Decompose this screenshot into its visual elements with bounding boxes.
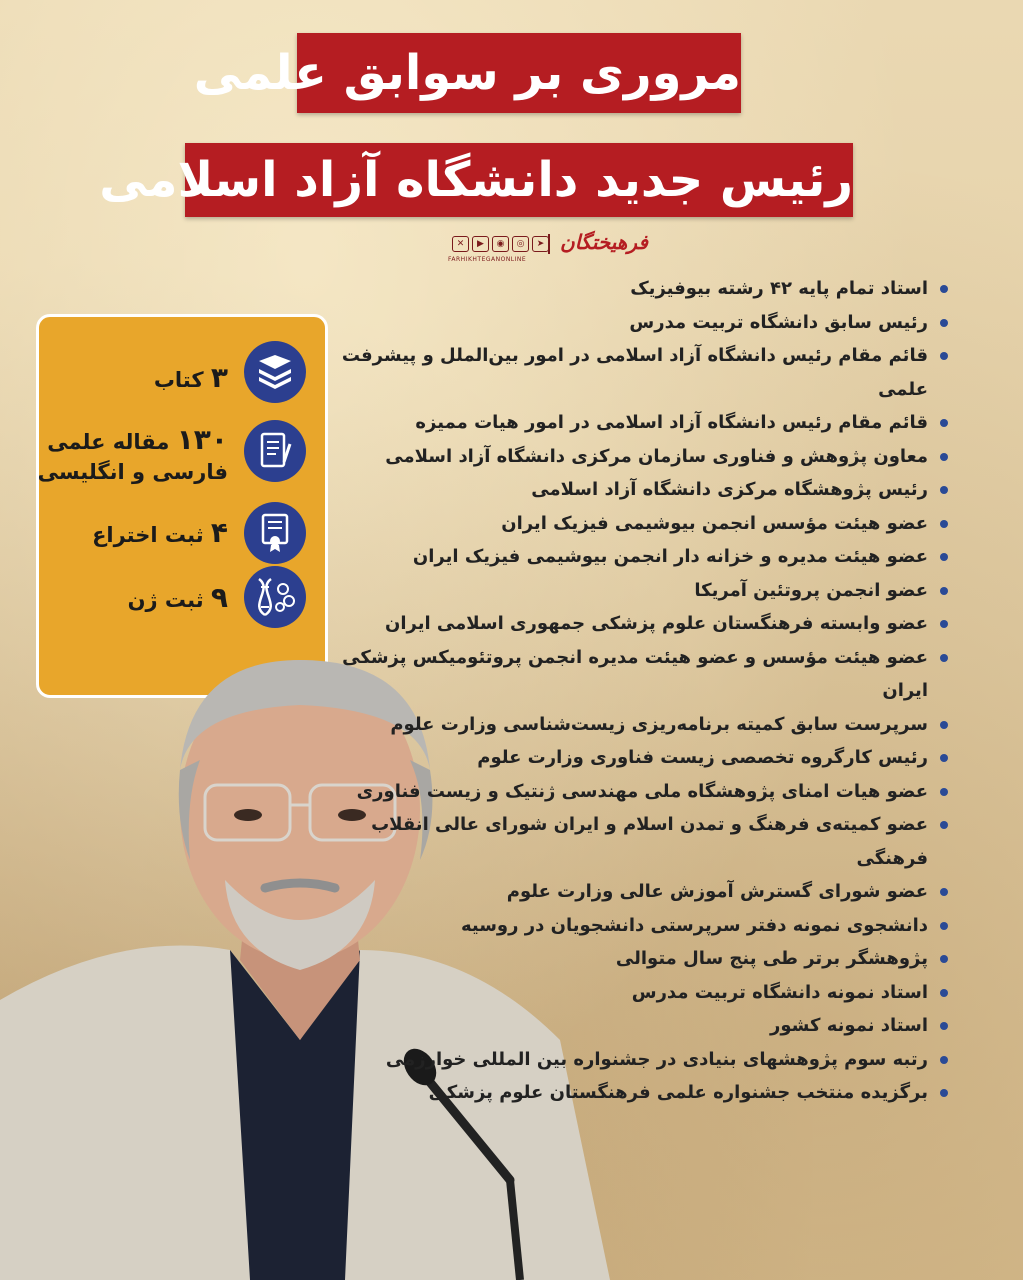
record-item: عضو هیئت مدیره و خزانه دار انجمن بیوشیمی فیزیک ایران <box>330 540 950 574</box>
record-item: برگزیده منتخب جشنواره علمی فرهنگستان علوم پزشکی <box>330 1076 950 1110</box>
record-item: عضو هیئت مؤسس و عضو هیئت مدیره انجمن پروتئومیکس پزشکی ایران <box>330 641 950 708</box>
record-item: استاد نمونه دانشگاه تربیت مدرس <box>330 976 950 1010</box>
record-item: معاون پژوهش و فناوری سازمان مرکزی دانشگاه آزاد اسلامی <box>330 440 950 474</box>
record-item: رتبه سوم پژوهشهای بنیادی در جشنواره بین المللی خوارزمی <box>330 1043 950 1077</box>
record-item: دانشجوی نمونه دفتر سرپرستی دانشجویان در روسیه <box>330 909 950 943</box>
stat-books <box>154 363 228 395</box>
record-item: رئیس سابق دانشگاه تربیت مدرس <box>330 306 950 340</box>
aparat-icon: ◉ <box>492 236 509 252</box>
article-icon <box>244 420 306 482</box>
brand-url: FARHIKHTEGANONLINE <box>448 256 527 263</box>
stat-patents-label: ثبت اختراع <box>92 523 204 547</box>
records-list <box>330 272 950 1110</box>
stat-genes-number: ۹ <box>210 581 228 614</box>
record-item: پژوهشگر برتر طی پنج سال متوالی <box>330 942 950 976</box>
record-item: رئیس پژوهشگاه مرکزی دانشگاه آزاد اسلامی <box>330 473 950 507</box>
stat-articles-label: مقاله علمی <box>47 430 170 454</box>
record-item: قائم مقام رئیس دانشگاه آزاد اسلامی در امور بین‌الملل و پیشرفت علمی <box>330 339 950 406</box>
stat-articles-sublabel: فارسی و انگلیسی <box>37 460 228 484</box>
stat-articles-number: ۱۳۰ <box>176 423 228 456</box>
record-item: عضو وابسته فرهنگستان علوم پزشکی جمهوری اسلامی ایران <box>330 607 950 641</box>
patent-certificate-icon <box>244 502 306 564</box>
record-item: قائم مقام رئیس دانشگاه آزاد اسلامی در امور هیات ممیزه <box>330 406 950 440</box>
stat-genes <box>128 583 228 615</box>
record-item: عضو انجمن پروتئین آمریکا <box>330 574 950 608</box>
book-icon <box>244 341 306 403</box>
x-icon: ✕ <box>452 236 469 252</box>
record-item: عضو کمیته‌ی فرهنگ و تمدن اسلام و ایران شورای عالی انقلاب فرهنگی <box>330 808 950 875</box>
record-item: استاد تمام پایه ۴۲ رشته بیوفیزیک <box>330 272 950 306</box>
brand-divider <box>548 234 550 254</box>
brand-logo: فرهیختگان <box>560 230 648 254</box>
stat-patents <box>92 518 228 550</box>
stat-books-label: کتاب <box>153 368 204 392</box>
headline-line-2: رئیس جدید دانشگاه آزاد اسلامی <box>185 143 853 217</box>
stat-genes-label: ثبت ژن <box>127 588 204 612</box>
headline-line-1: مروری بر سوابق علمی <box>297 33 741 113</box>
stat-articles <box>38 425 228 487</box>
stat-patents-number: ۴ <box>210 516 228 549</box>
record-item: عضو شورای گسترش آموزش عالی وزارت علوم <box>330 875 950 909</box>
record-item: استاد نمونه کشور <box>330 1009 950 1043</box>
record-item: سرپرست سابق کمیته برنامه‌ریزی زیست‌شناسی وزارت علوم <box>330 708 950 742</box>
dna-icon <box>244 566 306 628</box>
social-icons <box>452 236 549 252</box>
stat-books-number: ۳ <box>210 361 228 394</box>
youtube-icon: ▶ <box>472 236 489 252</box>
telegram-icon: ➤ <box>532 236 549 252</box>
instagram-icon: ◎ <box>512 236 529 252</box>
record-item: عضو هیات امنای پژوهشگاه ملی مهندسی ژنتیک و زیست فناوری <box>330 775 950 809</box>
record-item: رئیس کارگروه تخصصی زیست فناوری وزارت علوم <box>330 741 950 775</box>
record-item: عضو هیئت مؤسس انجمن بیوشیمی فیزیک ایران <box>330 507 950 541</box>
